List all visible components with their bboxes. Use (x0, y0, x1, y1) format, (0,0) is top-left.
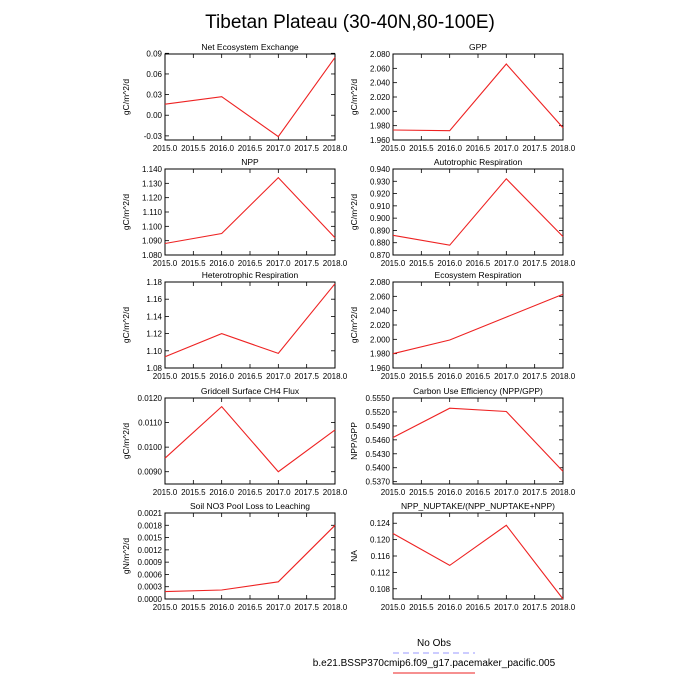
panel-title: Carbon Use Efficiency (NPP/GPP) (413, 386, 543, 396)
y-tick-label: 2.060 (369, 292, 390, 302)
y-tick-label: 1.16 (146, 295, 162, 305)
legend (313, 638, 556, 673)
y-tick-label: 1.110 (142, 208, 162, 217)
y-tick-label: 0.0003 (137, 582, 162, 592)
y-tick-label: 0.910 (369, 201, 390, 211)
x-tick-label: 2018.0 (550, 144, 576, 153)
y-tick-label: 1.120 (141, 193, 162, 203)
x-tick-label: 2017.0 (494, 488, 519, 497)
x-tick-label: 2015.5 (409, 372, 434, 381)
series-line (393, 525, 563, 599)
y-tick-label: 0.5430 (365, 449, 390, 459)
y-tick-label: 2.080 (369, 50, 390, 59)
x-tick-label: 2015.5 (181, 603, 206, 612)
y-axis-label: gC/m^2/d (349, 306, 359, 344)
x-tick-label: 2016.0 (209, 603, 234, 612)
x-tick-label: 2017.5 (522, 603, 547, 612)
x-tick-label: 2017.0 (494, 603, 519, 612)
y-axis-label: gC/m^2/d (121, 78, 131, 116)
y-axis-label: gC/m^2/d (121, 422, 131, 460)
x-tick-label: 2015.5 (181, 488, 206, 497)
y-tick-label: 0.5520 (365, 407, 390, 417)
y-tick-label: 1.10 (146, 346, 162, 356)
y-tick-label: 0.880 (369, 238, 390, 248)
x-tick-label: 2017.0 (266, 144, 291, 153)
y-tick-label: 1.14 (146, 312, 162, 322)
x-tick-label: 2015.0 (380, 259, 406, 268)
series-line (393, 64, 563, 131)
y-tick-label: 1.08 (146, 364, 162, 373)
y-tick-label: 0.0090 (137, 467, 162, 477)
y-tick-label: 0.0006 (137, 570, 162, 580)
x-tick-label: 2017.5 (522, 372, 547, 381)
series-line (165, 525, 335, 591)
x-tick-label: 2015.0 (152, 488, 178, 497)
x-tick-label: 2016.5 (237, 372, 263, 381)
plot-frame (165, 169, 335, 255)
x-tick-label: 2015.0 (380, 372, 406, 381)
plot-frame (165, 398, 335, 484)
y-tick-label: 0.03 (146, 90, 162, 100)
panel-title: Gridcell Surface CH4 Flux (200, 386, 300, 396)
y-tick-label: 0.5460 (365, 435, 390, 445)
x-tick-label: 2015.0 (152, 603, 178, 612)
y-tick-label: 0.112 (370, 568, 390, 578)
y-axis-label: NA (349, 550, 359, 562)
y-tick-label: 0.108 (369, 584, 390, 594)
y-tick-label: 2.040 (369, 306, 390, 316)
y-tick-label: 0.890 (369, 226, 390, 236)
y-tick-label: 1.080 (141, 251, 162, 260)
x-tick-label: 2017.5 (522, 488, 547, 497)
x-tick-label: 2016.5 (465, 372, 491, 381)
y-tick-label: 1.12 (146, 329, 162, 339)
x-tick-label: 2016.0 (437, 259, 462, 268)
y-tick-label: 0.0015 (137, 533, 162, 543)
y-tick-label: 0.0110 (138, 418, 162, 428)
x-tick-label: 2017.0 (266, 372, 291, 381)
panel-title: NPP_NUPTAKE/(NPP_NUPTAKE+NPP) (401, 501, 555, 511)
panel-10 (349, 501, 576, 612)
y-axis-label: gC/m^2/d (349, 78, 359, 116)
series-line (393, 408, 563, 471)
panel-2 (349, 42, 576, 153)
x-tick-label: 2017.0 (266, 488, 291, 497)
panel-5 (121, 270, 348, 381)
y-tick-label: 0.09 (146, 49, 162, 59)
y-tick-label: 0.0000 (137, 595, 162, 604)
panel-title: Net Ecosystem Exchange (201, 42, 299, 52)
series-line (165, 57, 335, 136)
y-tick-label: 0.0120 (137, 394, 162, 403)
x-tick-label: 2016.0 (437, 488, 462, 497)
x-tick-label: 2017.0 (494, 144, 519, 153)
x-tick-label: 2015.5 (409, 488, 434, 497)
x-tick-label: 2018.0 (550, 259, 576, 268)
x-tick-label: 2015.0 (152, 259, 178, 268)
y-tick-label: -0.03 (143, 131, 162, 141)
figure-title: Tibetan Plateau (30-40N,80-100E) (205, 12, 495, 33)
panel-title: Ecosystem Respiration (434, 270, 522, 280)
x-tick-label: 2016.0 (437, 372, 462, 381)
x-tick-label: 2015.0 (152, 144, 178, 153)
y-tick-label: 1.960 (369, 364, 390, 373)
y-tick-label: 0.0021 (137, 509, 162, 518)
x-tick-label: 2016.5 (465, 259, 491, 268)
panel-1 (121, 42, 348, 153)
panel-title: Soil NO3 Pool Loss to Leaching (189, 501, 311, 511)
y-tick-label: 2.000 (369, 335, 390, 345)
plot-frame (393, 282, 563, 368)
x-tick-label: 2016.0 (437, 603, 462, 612)
panel-title: Autotrophic Respiration (433, 157, 523, 167)
y-tick-label: 0.0100 (137, 443, 162, 453)
legend-obs-label: No Obs (417, 638, 451, 649)
y-tick-label: 0.900 (369, 214, 390, 224)
panel-4 (349, 157, 576, 268)
y-tick-label: 2.060 (369, 64, 390, 74)
y-tick-label: 2.020 (369, 321, 390, 330)
x-tick-label: 2015.5 (181, 372, 206, 381)
x-tick-label: 2015.0 (380, 488, 406, 497)
y-axis-label: gC/m^2/d (121, 306, 131, 344)
legend-model-label: b.e21.BSSP370cmip6.f09_g17.pacemaker_pacific.005 (312, 658, 556, 669)
series-line (393, 294, 563, 354)
y-axis-label: gC/m^2/d (121, 193, 131, 231)
panel-7 (121, 386, 348, 497)
x-tick-label: 2017.0 (266, 603, 291, 612)
x-tick-label: 2016.0 (209, 144, 234, 153)
x-tick-label: 2015.5 (409, 603, 434, 612)
panel-8 (349, 386, 576, 497)
x-tick-label: 2018.0 (322, 144, 348, 153)
y-tick-label: 0.870 (369, 251, 390, 260)
y-tick-label: 0.930 (369, 177, 390, 187)
x-tick-label: 2017.5 (294, 144, 319, 153)
x-tick-label: 2018.0 (550, 488, 576, 497)
x-tick-label: 2018.0 (322, 372, 348, 381)
y-tick-label: 2.000 (369, 107, 390, 117)
y-tick-label: 1.140 (141, 165, 162, 174)
x-tick-label: 2016.5 (237, 603, 263, 612)
x-tick-label: 2017.5 (294, 488, 319, 497)
y-tick-label: 0.06 (146, 69, 162, 79)
panel-3 (121, 157, 348, 268)
x-tick-label: 2016.0 (209, 259, 234, 268)
plot-frame (393, 513, 563, 599)
x-tick-label: 2017.5 (522, 259, 547, 268)
panels (121, 42, 576, 612)
y-tick-label: 0.5490 (365, 421, 390, 431)
x-tick-label: 2018.0 (322, 259, 348, 268)
y-tick-label: 0.5550 (365, 394, 390, 403)
x-tick-label: 2017.0 (266, 259, 291, 268)
x-tick-label: 2016.0 (437, 144, 462, 153)
x-tick-label: 2015.0 (380, 144, 406, 153)
x-tick-label: 2018.0 (322, 488, 348, 497)
y-tick-label: 0.116 (370, 552, 390, 561)
series-line (165, 284, 335, 357)
y-tick-label: 0.00 (146, 111, 162, 121)
y-axis-label: gN/m^2/d (121, 537, 131, 575)
y-tick-label: 1.980 (369, 349, 390, 359)
y-tick-label: 1.100 (141, 222, 162, 232)
y-tick-label: 0.5400 (365, 463, 390, 473)
y-tick-label: 0.920 (369, 189, 390, 199)
y-tick-label: 2.080 (369, 278, 390, 287)
x-tick-label: 2016.5 (237, 488, 263, 497)
y-tick-label: 1.980 (369, 121, 390, 131)
series-line (165, 178, 335, 244)
y-tick-label: 1.18 (146, 278, 162, 287)
x-tick-label: 2016.5 (465, 488, 491, 497)
y-tick-label: 2.020 (369, 93, 390, 102)
x-tick-label: 2018.0 (322, 603, 348, 612)
x-tick-label: 2017.0 (494, 372, 519, 381)
x-tick-label: 2016.5 (465, 144, 491, 153)
panel-6 (349, 270, 576, 381)
panel-title: GPP (469, 42, 487, 52)
y-tick-label: 2.040 (369, 78, 390, 88)
x-tick-label: 2017.5 (294, 603, 319, 612)
y-axis-label: NPP/GPP (349, 422, 359, 460)
plot-frame (393, 398, 563, 484)
y-tick-label: 1.960 (369, 136, 390, 145)
y-tick-label: 0.940 (369, 165, 390, 174)
x-tick-label: 2017.5 (522, 144, 547, 153)
series-line (165, 407, 335, 472)
x-tick-label: 2015.0 (380, 603, 406, 612)
panel-9 (121, 501, 348, 612)
x-tick-label: 2017.5 (294, 259, 319, 268)
panel-title: Heterotrophic Respiration (201, 270, 299, 280)
x-tick-label: 2018.0 (550, 603, 576, 612)
x-tick-label: 2016.0 (209, 488, 234, 497)
plot-frame (165, 282, 335, 368)
y-tick-label: 1.090 (141, 236, 162, 246)
x-tick-label: 2017.0 (494, 259, 519, 268)
series-line (393, 179, 563, 245)
x-tick-label: 2016.5 (237, 144, 263, 153)
y-axis-label: gC/m^2/d (349, 193, 359, 231)
x-tick-label: 2015.5 (181, 144, 206, 153)
plot-frame (165, 54, 335, 140)
y-tick-label: 0.0018 (137, 521, 162, 531)
y-tick-label: 0.0009 (137, 558, 162, 568)
y-tick-label: 0.5370 (365, 477, 390, 487)
x-tick-label: 2018.0 (550, 372, 576, 381)
x-tick-label: 2015.5 (409, 259, 434, 268)
x-tick-label: 2016.5 (465, 603, 491, 612)
y-tick-label: 0.120 (369, 535, 390, 545)
panel-title: NPP (241, 157, 259, 167)
y-tick-label: 1.130 (141, 179, 162, 189)
y-tick-label: 0.0012 (137, 545, 162, 555)
x-tick-label: 2016.5 (237, 259, 263, 268)
x-tick-label: 2016.0 (209, 372, 234, 381)
x-tick-label: 2015.5 (409, 144, 434, 153)
y-tick-label: 0.124 (369, 519, 390, 529)
x-tick-label: 2017.5 (294, 372, 319, 381)
x-tick-label: 2015.5 (181, 259, 206, 268)
x-tick-label: 2015.0 (152, 372, 178, 381)
